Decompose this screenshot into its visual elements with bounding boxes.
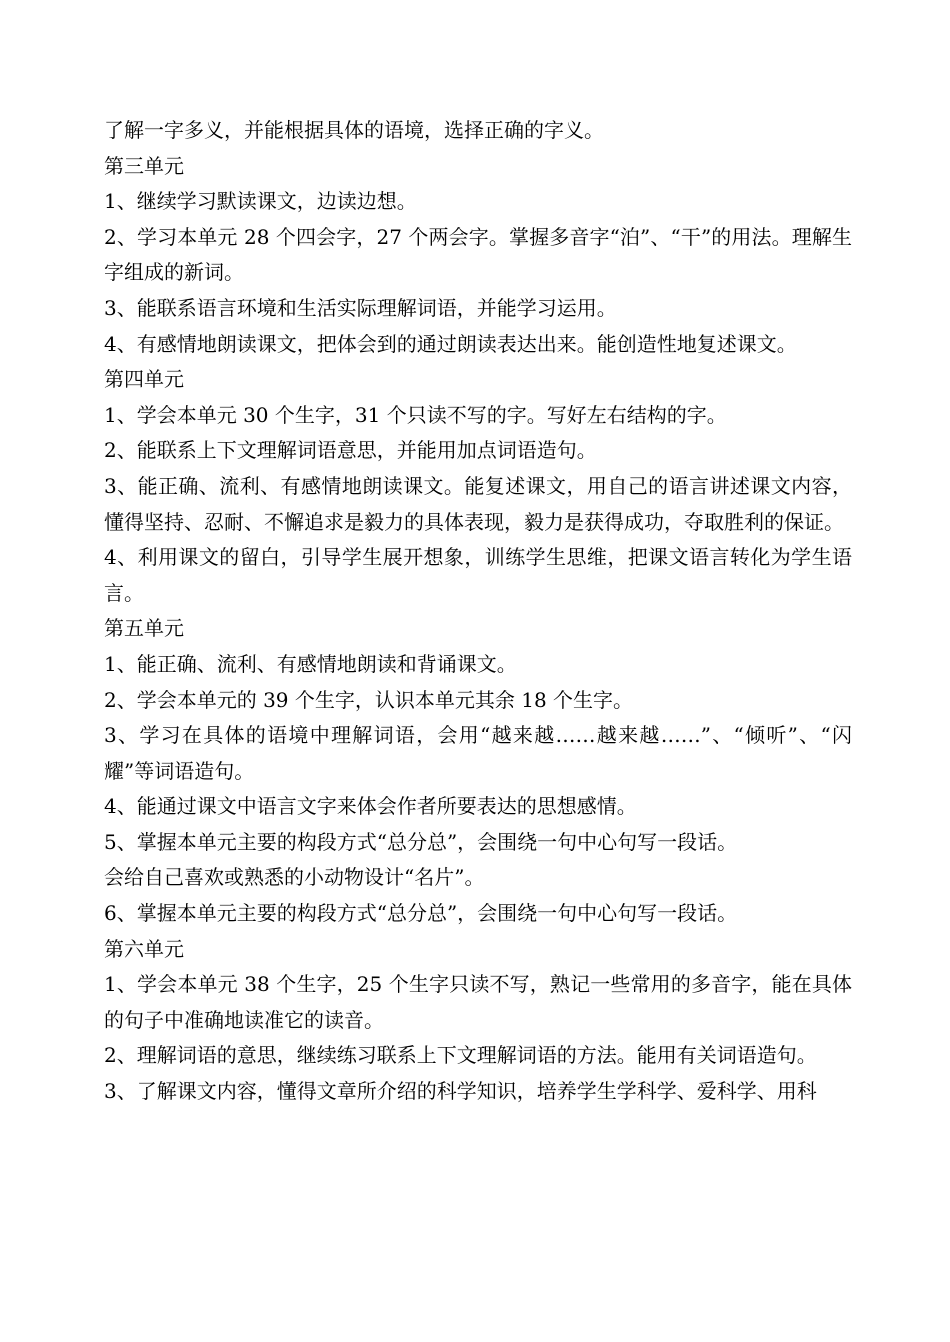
text-line: 2、学习本单元 28 个四会字，27 个两会字。掌握多音字“泊”、“干”的用法。理解生字组成的新词。 (104, 224, 852, 285)
text-line: 2、理解词语的意思，继续练习联系上下文理解词语的方法。能用有关词语造句。 (104, 1043, 817, 1068)
text-line: 3、能联系语言环境和生活实际理解词语，并能学习运用。 (104, 295, 617, 320)
text-line: 6、掌握本单元主要的构段方式“总分总”，会围绕一句中心句写一段话。 (104, 901, 738, 926)
text-line: 了解一字多义，并能根据具体的语境，选择正确的字义。 (104, 118, 604, 142)
text-line: 1、学会本单元 38 个生字，25 个生字只读不写，熟记一些常用的多音字，能在具体的句子中准确地读准它的读音。 (104, 972, 852, 1032)
text-line: 1、学会本单元 30 个生字，31 个只读不写的字。写好左右结构的字。 (104, 402, 727, 427)
section-heading: 第三单元 (104, 153, 184, 178)
text-line: 1、继续学习默读课文，边读边想。 (104, 189, 417, 214)
text-line: 4、能通过课文中语言文字来体会作者所要表达的思想感情。 (104, 794, 637, 819)
text-line: 1、能正确、流利、有感情地朗读和背诵课文。 (104, 651, 517, 676)
section-heading: 第六单元 (104, 936, 184, 961)
section-heading: 第四单元 (104, 367, 184, 392)
text-line: 4、利用课文的留白，引导学生展开想象，训练学生思维，把课文语言转化为学生语言。 (104, 545, 852, 605)
text-line: 4、有感情地朗读课文，把体会到的通过朗读表达出来。能创造性地复述课文。 (104, 331, 797, 356)
text-line: 3、学习在具体的语境中理解词语，会用“越来越……越来越……”、“倾听”、“闪耀”等词语造句。 (104, 723, 852, 783)
document-body (104, 113, 852, 1110)
text-line: 2、能联系上下文理解词语意思，并能用加点词语造句。 (104, 438, 597, 463)
text-line: 5、掌握本单元主要的构段方式“总分总”，会围绕一句中心句写一段话。 (104, 829, 738, 854)
section-heading: 第五单元 (104, 616, 184, 641)
text-line: 2、学会本单元的 39 个生字，认识本单元其余 18 个生字。 (104, 687, 634, 712)
text-line: 3、能正确、流利、有感情地朗读课文。能复述课文，用自己的语言讲述课文内容，懂得坚持、忍耐、不懈追求是毅力的具体表现，毅力是获得成功，夺取胜利的保证。 (104, 473, 852, 534)
text-line: 3、了解课文内容，懂得文章所介绍的科学知识，培养学生学科学、爱科学、用科 (104, 1079, 817, 1104)
text-line: 会给自己喜欢或熟悉的小动物设计“名片”。 (104, 865, 485, 890)
